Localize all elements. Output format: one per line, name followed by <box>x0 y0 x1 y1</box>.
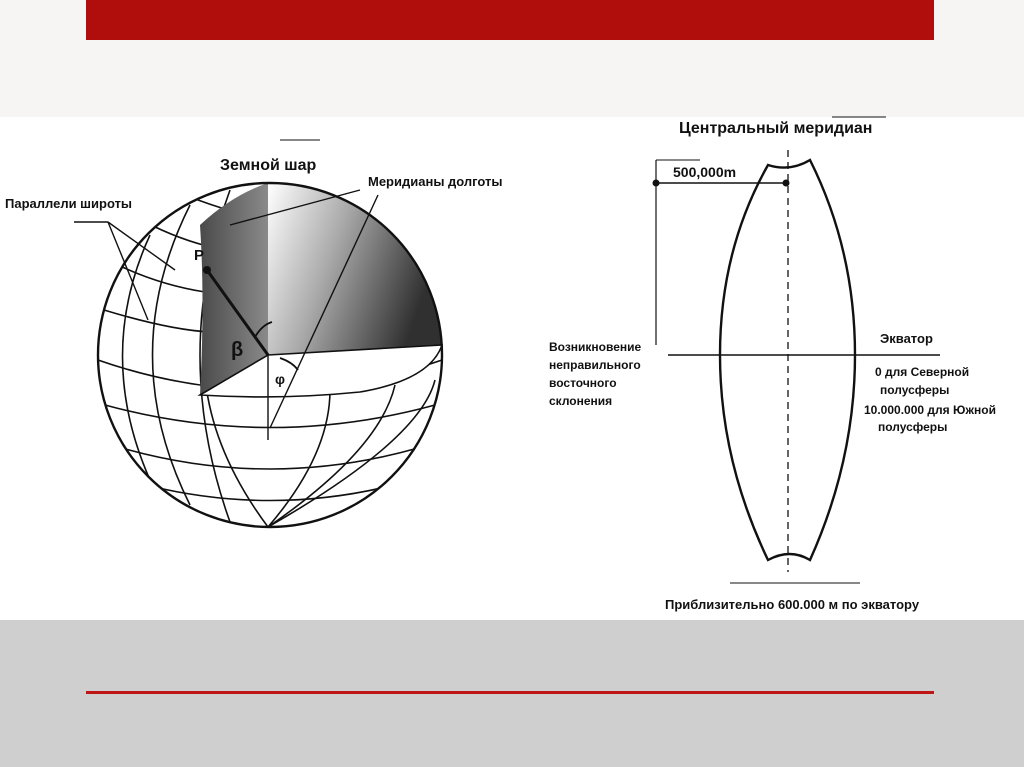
central-meridian-title: Центральный меридиан <box>679 120 873 137</box>
point-p-label: P <box>194 247 205 264</box>
phi-label: φ <box>275 371 286 387</box>
meridians-label: Меридианы долготы <box>368 174 503 189</box>
north-line-1: 0 для Северной <box>875 365 970 379</box>
globe-figure <box>5 140 503 527</box>
point-p-dot <box>203 266 211 274</box>
cutaway-surface <box>268 183 442 355</box>
utm-zone-figure <box>549 117 999 612</box>
false-easting-line-2: неправильного <box>549 358 641 372</box>
north-line-2: полусферы <box>880 383 950 397</box>
south-line-1: 10.000.000 для Южной <box>864 403 996 417</box>
false-easting-line-4: склонения <box>549 394 613 408</box>
equator-label: Экватор <box>880 331 933 346</box>
south-hemisphere-label <box>864 403 999 434</box>
false-easting-label <box>549 340 645 408</box>
north-hemisphere-label <box>875 365 972 397</box>
offset-label: 500,000m <box>673 164 737 180</box>
false-easting-line-3: восточного <box>549 376 617 390</box>
parallels-label: Параллели широты <box>5 196 133 211</box>
false-easting-line-1: Возникновение <box>549 340 642 354</box>
globe-title: Земной шар <box>220 157 317 174</box>
beta-label: β <box>231 339 244 361</box>
south-line-2: полусферы <box>878 420 948 434</box>
zone-width-label: Приблизительно 600.000 м по экватору <box>665 597 920 612</box>
